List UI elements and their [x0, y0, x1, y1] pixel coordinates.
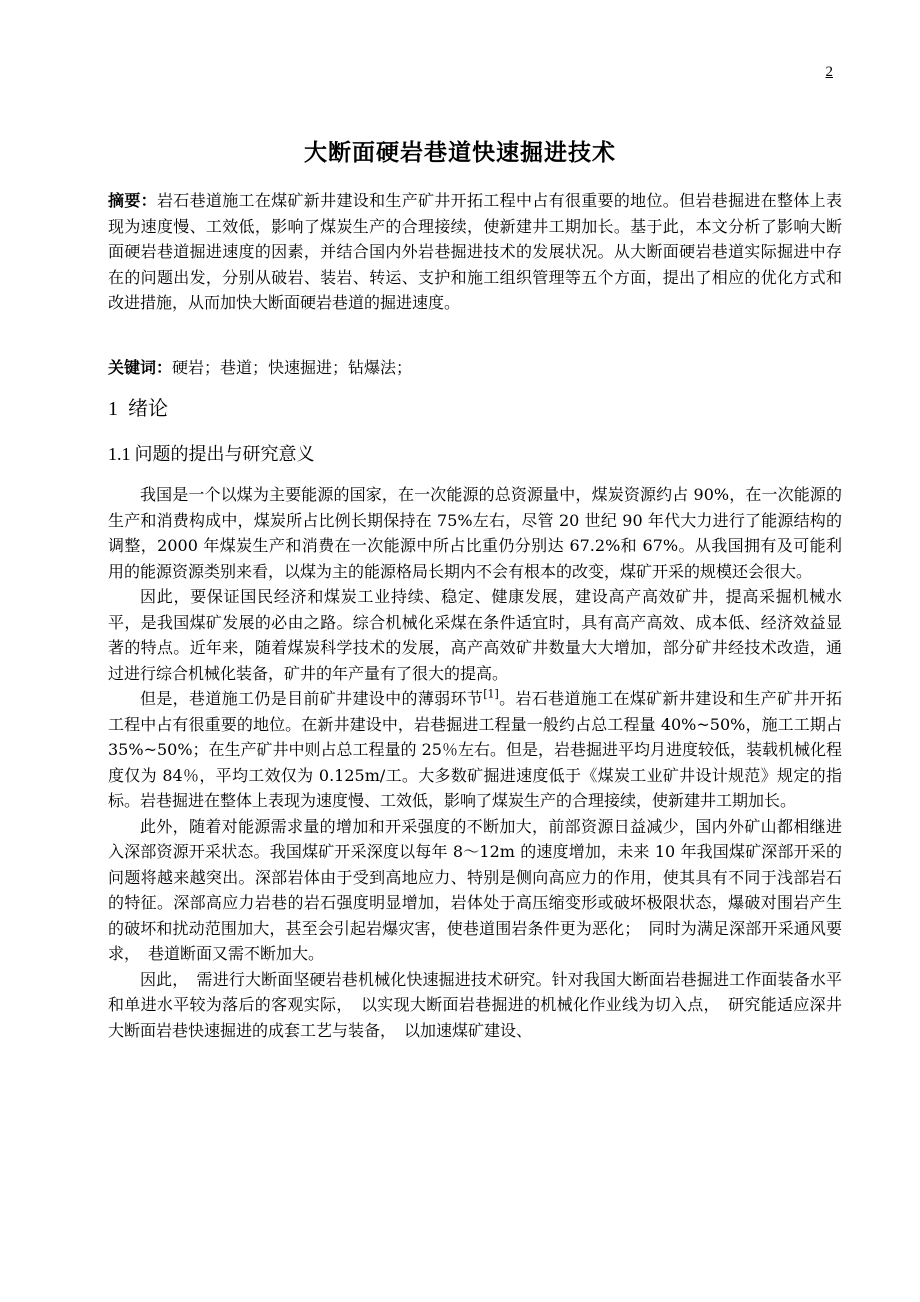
abstract-label: 摘要： — [108, 191, 157, 210]
abstract — [108, 188, 842, 316]
subsection-number: 1.1 — [108, 444, 131, 464]
keywords-text: 硬岩；巷道；快速掘进；钻爆法； — [172, 358, 413, 377]
section-title: 绪论 — [128, 396, 168, 420]
subsection-title: 问题的提出与研究意义 — [134, 444, 315, 465]
section-heading-1 — [108, 392, 168, 421]
paragraph-3-text-a: 但是，巷道施工仍是目前矿井建设中的薄弱环节 — [140, 689, 484, 708]
page-number: 2 — [825, 64, 833, 80]
section-number: 1 — [108, 398, 118, 420]
paragraph-1: 我国是一个以煤为主要能源的国家，在一次能源的总资源量中，煤炭资源约占 90%，在一次能源的生产和消费构成中，煤炭所占比例长期保持在 75%左右，尽管 20 世纪 90 年代大力进行了能源结构的调整，2000 年煤炭生产和消费在一次能源中所占比重仍分别达 67.2%和 67%。从我国拥有及可能利用的能源资源类别来看，以煤为主的能源格局长期内不会有根本的改变，煤矿开采的规模还会很大。 — [108, 485, 842, 581]
paragraph-4: 此外，随着对能源需求量的增加和开采强度的不断加大，前部资源日益减少，国内外矿山都相继进入深部资源开采状态。我国煤矿开采深度以每年 8～12m 的速度增加，未来 10 年我国煤矿深部开采的问题将越来越突出。深部岩体由于受到高地应力、特别是侧向高应力的作用，使其具有不同于浅部岩石的特征。深部高应力岩巷的岩石强度明显增加，岩体处于高压缩变形或破坏极限状态，爆破对围岩产生的破坏和扰动范围加大，甚至会引起岩爆灾害，使巷道围岩条件更为恶化； 同时为满足深部开采通风要求， 巷道断面又需不断加大。 — [108, 816, 842, 963]
paragraph-2: 因此，要保证国民经济和煤炭工业持续、稳定、健康发展，建设高产高效矿井，提高采掘机械水平，是我国煤矿发展的必由之路。综合机械化采煤在条件适宜时，具有高产高效、成本低、经济效益显著的特点。近年来，随着煤炭科学技术的发展，高产高效矿井数量大大增加，部分矿井经技术改造，通过进行综合机械化装备，矿井的年产量有了很大的提高。 — [108, 587, 842, 683]
abstract-text: 岩石巷道施工在煤矿新井建设和生产矿井开拓工程中占有很重要的地位。但岩巷掘进在整体上表现为速度慢、工效低，影响了煤炭生产的合理接续，使新建井工期加长。基于此，本文分析了影响大断面硬岩巷道掘进速度的因素，并结合国内外岩巷掘进技术的发展状况。从大断面硬岩巷道实际掘进中存在的问题出发，分别从破岩、装岩、转运、支护和施工组织管理等五个方面，提出了相应的优化方式和改进措施，从而加快大断面硬岩巷道的掘进速度。 — [108, 191, 842, 312]
body-text — [108, 482, 842, 1043]
keywords-label: 关键词： — [108, 358, 173, 377]
subsection-heading-1-1 — [108, 440, 315, 466]
paragraph-5: 因此， 需进行大断面坚硬岩巷机械化快速掘进技术研究。针对我国大断面岩巷掘进工作面装备水平和单进水平较为落后的客观实际， 以实现大断面岩巷掘进的机械化作业线为切入点， 研究能适应深井大断面岩巷快速掘进的成套工艺与装备， 以加速煤矿建设、 — [108, 969, 842, 1040]
citation-ref: [1] — [483, 687, 499, 701]
paragraph-3 — [108, 686, 842, 814]
paragraph-3-text-b: 。岩石巷道施工在煤矿新井建设和生产矿井开拓工程中占有很重要的地位。在新井建设中，岩巷掘进工程量一般约占总工程量 40%~50%，施工工期占 35%~50%；在生产矿井中则占总工程量的 25％左右。但是，岩巷掘进平均月进度较低，装载机械化程度仅为 84％，平均工效仅为 0.125m/工。大多数矿掘进速度低于《煤炭工业矿井设计规范》规定的指标。岩巷掘进在整体上表现为速度慢、工效低，影响了煤炭生产的合理接续，使新建井工期加长。 — [108, 689, 842, 810]
keywords — [108, 355, 842, 381]
document-title: 大断面硬岩巷道快速掘进技术 — [304, 140, 616, 166]
